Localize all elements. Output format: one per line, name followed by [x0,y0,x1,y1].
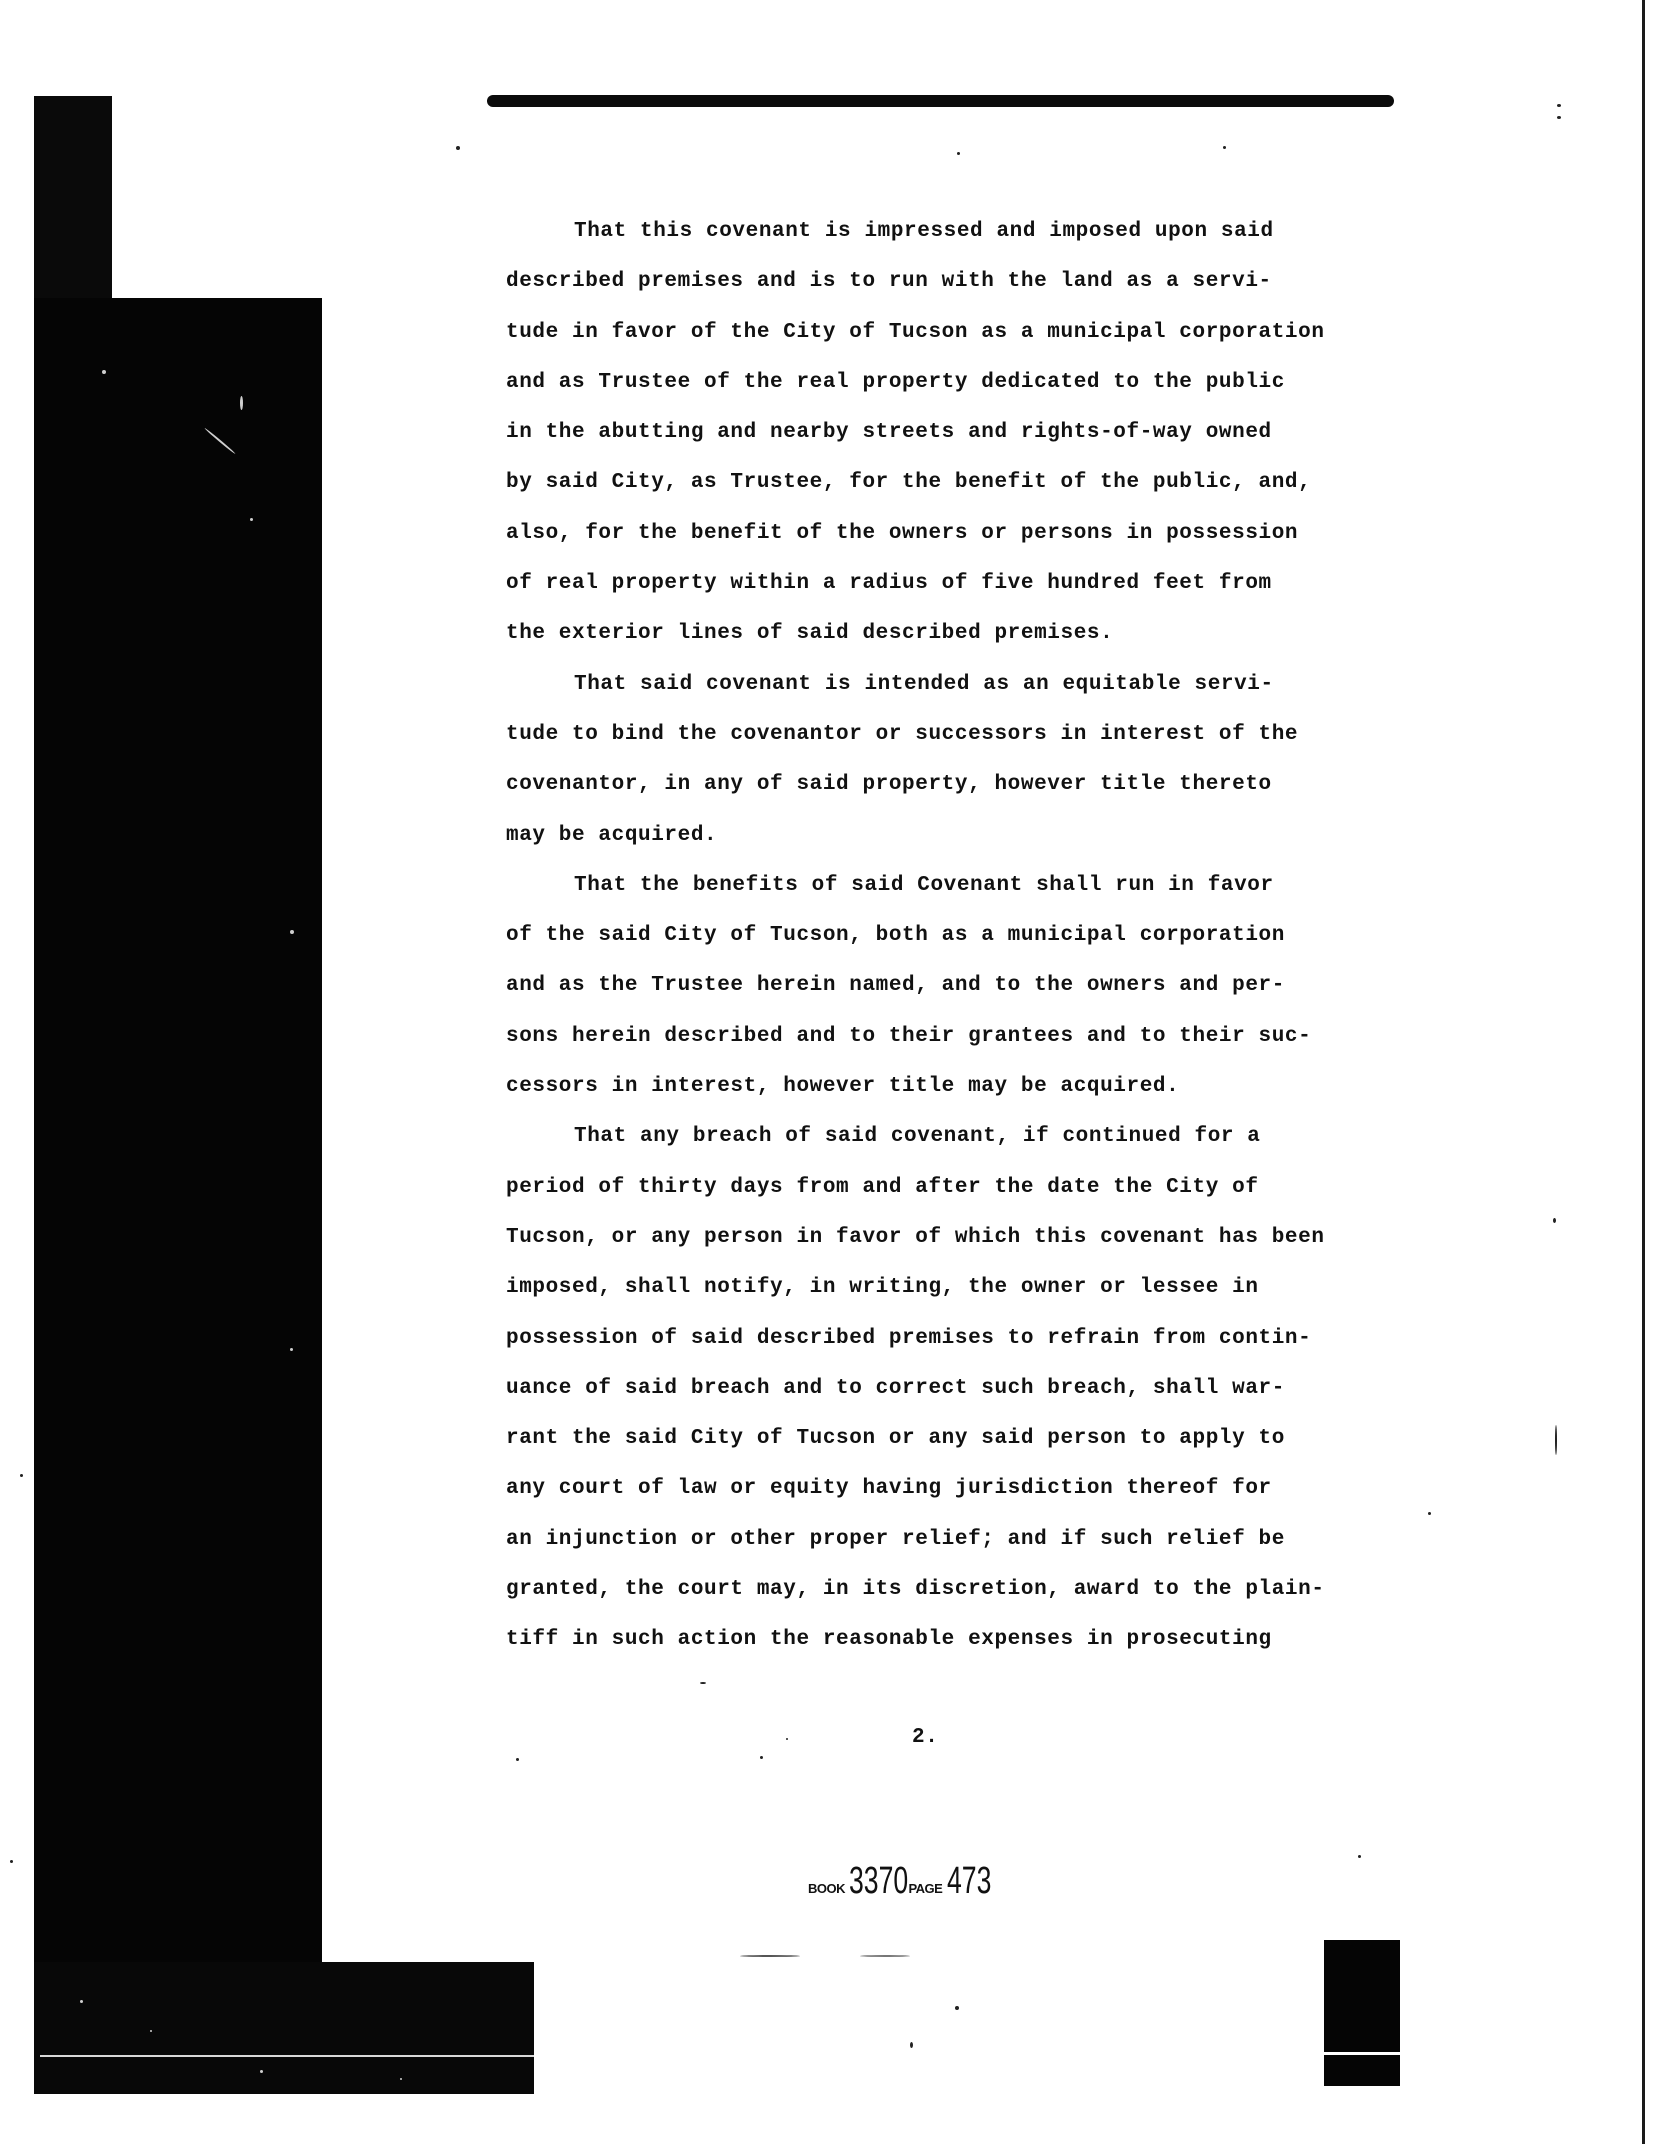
scanner-margin-block [34,298,322,1974]
stray-mark [10,1860,13,1863]
stray-mark [1553,1218,1556,1223]
text-line: possession of said described premises to refrain from contin- [506,1326,1312,1350]
text-line: any court of law or equity having jurisdiction thereof for [506,1477,1272,1501]
book-number: 3370 [849,1860,909,1902]
stray-mark [1557,104,1561,107]
text-line: period of thirty days from and after the date the City of [506,1175,1259,1199]
recording-page-number: 473 [946,1860,992,1902]
scanner-bottom-band [34,1962,534,2094]
stray-mark [740,1955,800,1957]
page-edge-line [1642,0,1645,2144]
stray-mark [955,2006,959,2010]
stray-mark [1557,116,1561,119]
text-line: uance of said breach and to correct such breach, shall war- [506,1376,1285,1400]
scan-speck [150,2030,152,2032]
stray-mark [1358,1855,1361,1858]
stray-mark [786,1738,788,1740]
text-line: may be acquired. [506,823,718,847]
document-body [506,214,1406,1673]
text-line: rant the said City of Tucson or any said person to apply to [506,1427,1285,1451]
book-label: BOOK [808,1881,845,1896]
text-line: and as the Trustee herein named, and to the owners and per- [506,974,1285,998]
stray-mark [456,146,460,150]
stray-mark [516,1758,519,1761]
scan-speck [250,518,253,521]
text-line: granted, the court may, in its discretion, award to the plain- [506,1578,1325,1602]
text-line: also, for the benefit of the owners or persons in possession [506,521,1299,545]
text-line: cessors in interest, however title may be acquired. [506,1075,1180,1099]
scan-speck [260,2070,263,2073]
scan-speck [290,930,294,934]
text-line: an injunction or other proper relief; and if such relief be [506,1527,1285,1551]
stray-mark [860,1955,910,1957]
scan-speck [240,396,243,410]
scanner-corner-block [1324,1940,1400,2086]
text-line: sons herein described and to their grantees and to their suc- [506,1024,1312,1048]
text-line: imposed, shall notify, in writing, the owner or lessee in [506,1276,1259,1300]
text-line: That the benefits of said Covenant shall run in favor [574,873,1274,897]
text-line: described premises and is to run with the land as a servi- [506,270,1272,294]
text-line: Tucson, or any person in favor of which this covenant has been [506,1225,1325,1249]
scan-speck [290,1348,293,1351]
stray-mark [20,1474,23,1477]
text-line: tude in favor of the City of Tucson as a municipal corporation [506,320,1325,344]
scanner-block-gap [1324,2052,1400,2055]
scan-speck [400,2078,402,2080]
text-line: That said covenant is intended as an equitable servi- [574,672,1274,696]
recording-stamp [808,1860,1010,1903]
text-line: by said City, as Trustee, for the benefit of the public, and, [506,471,1312,495]
stray-mark [1555,1425,1557,1455]
text-line: That any breach of said covenant, if continued for a [574,1125,1261,1149]
text-line: That this covenant is impressed and imposed upon said [574,220,1274,243]
text-line: of the said City of Tucson, both as a municipal corporation [506,924,1285,948]
page-label: PAGE [908,1881,943,1896]
scan-speck [80,2000,83,2003]
text-line: tude to bind the covenantor or successors in interest of the [506,722,1299,746]
scanner-band-line [40,2055,534,2057]
stray-mark [1223,146,1226,149]
stray-mark [957,152,960,155]
stray-mark [910,2042,913,2048]
stray-mark [700,1682,706,1684]
text-line: tiff in such action the reasonable expenses in prosecuting [506,1628,1272,1652]
page-number: 2. [912,1726,939,1749]
text-line: of real property within a radius of five hundred feet from [506,572,1272,596]
scan-speck [102,370,106,374]
text-line: covenantor, in any of said property, however title thereto [506,773,1272,797]
text-line: and as Trustee of the real property dedicated to the public [506,370,1285,394]
text-line: in the abutting and nearby streets and rights-of-way owned [506,421,1272,445]
text-line: the exterior lines of said described premises. [506,622,1114,646]
stray-mark [760,1756,763,1759]
stray-mark [1428,1512,1431,1515]
top-rule [487,95,1394,107]
